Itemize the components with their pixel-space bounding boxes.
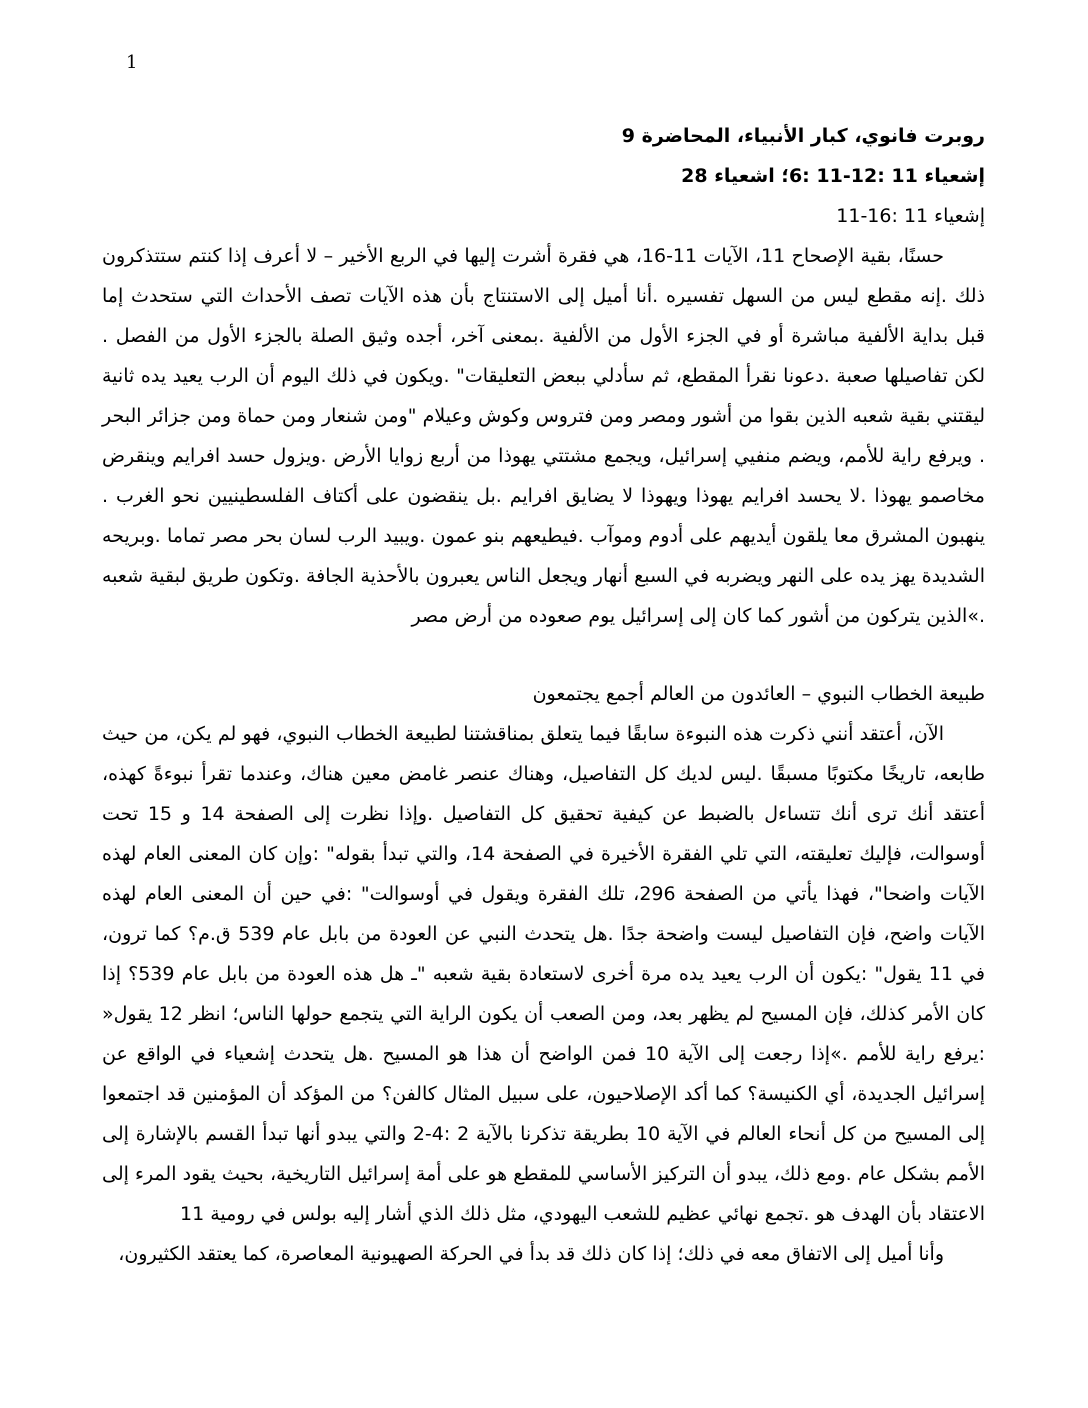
- paragraph-isaiah-passage: حسنًا، بقية الإصحاح 11، الآيات 11-16، هي فقرة أشرت إليها في الربع الأخير – لا أعرف إذا كنتم ستتذكرون ذلك .إنه مقطع ليس من السهل تفسيره .أنا أميل إلى الاستنتاج بأن هذه الآيات تصف الأحداث التي ستحدث إما قبل بداية الألفية مباشرة أو في الجزء الأول من الألفية .بمعنى آخر، أجده وثيق الصلة بالجزء الأول من الفصل . لكن تفاصيلها صعبة .دعونا نقرأ المقطع، ثم سأدلي ببعض التعليقات" .ويكون في ذلك اليوم أن الرب يعيد يده ثانية ليقتني بقية شعبه الذين بقوا من أشور ومصر ومن فتروس وكوش وعيلام "ومن شنعار ومن حماة ومن جزائر البحر . ويرفع راية للأمم، ويضم منفيي إسرائيل، ويجمع مشتتي يهوذا من أربع زوايا الأرض .ويزول حسد افرايم وينقرض مخاصمو يهوذا .لا يحسد افرايم يهوذا ويهوذا لا يضايق افرايم .بل ينقضون على أكتاف الفلسطينيين نحو الغرب . ينهبون المشرق معا يلقون أيديهم على أدوم وموآب .فيطيعهم بنو عمون .ويبيد الرب لسان بحر مصر تماما .وبريحه الشديدة يهز يده على النهر ويضربه في السبع أنهار ويجعل الناس يعبرون بالأحذية الجافة .وتكون طريق لبقية شعبه .»الذين يتركون من أشور كما كان إلى إسرائيل يوم صعوده من أرض مصر: [102, 245, 985, 627]
- paragraph-prophetic-speech: الآن، أعتقد أنني ذكرت هذه النبوءة سابقًا فيما يتعلق بمناقشتنا لطبيعة الخطاب النبوي، فهو لم يكن، من حيث طابعه، تاريخًا مكتوبًا مسبقًا .ليس لديك كل التفاصيل، وهناك عنصر غامض معين هناك، وعندما تقرأ نبوءةً كهذه، أعتقد أنك ترى أنك تتساءل بالضبط عن كيفية تحقيق كل التفاصيل .وإذا نظرت إلى الصفحة 14 و 15 تحت أوسوالت، فإليك تعليقته، التي تلي الفقرة الأخيرة في الصفحة 14، والتي تبدأ بقوله" :وإن كان المعنى العام لهذه الآيات واضحا"، فهذا يأتي من الصفحة 296، تلك الفقرة ويقول في أوسوالت" :في حين أن المعنى العام لهذه الآيات واضح، فإن التفاصيل ليست واضحة جدًا .هل يتحدث النبي عن العودة من بابل عام 539 ق.م؟ كما ترون، في 11 يقول" :يكون أن الرب يعيد يده مرة أخرى لاستعادة بقية شعبه "ـ هل هذه العودة من بابل عام 539؟ إذا كان الأمر كذلك، فإن المسيح لم يظهر بعد، ومن الصعب أن يكون الراية التي يتجمع حولها الناس؛ انظر 12 يقول« :يرفع راية للأمم .»إذا رجعت إلى الآية 10 فمن الواضح أن هذا هو المسيح .هل يتحدث إشعياء في الواقع عن إسرائيل الجديدة، أي الكنيسة؟ كما أكد الإصلاحيون، على سبيل المثال كالفن؟ من المؤكد أن المؤمنين قد اجتمعوا إلى المسيح من كل أنحاء العالم في الآية 10 بطريقة تذكرنا بالآية 2 :4-2 والتي يبدو أنها تبدأ القسم بالإشارة إلى الأمم بشكل عام .ومع ذلك، يبدو أن التركيز الأساسي للمقطع هو على أمة إسرائيل التاريخية، بحيث يقود المرء إلى الاعتقاد بأن الهدف هو .تجمع نهائي عظيم للشعب اليهودي، مثل ذلك الذي أشار إليه بولس في رومية 11: [102, 723, 986, 1225]
- paragraph-agreement: وأنا أميل إلى الاتفاق معه في ذلك؛ إذا كان ذلك قد بدأ في الحركة الصهيونية المعاصرة، كما يعتقد الكثيرون،: [118, 1243, 944, 1265]
- scripture-references: إشعياء 11 :12-11 :6؛ اشعياء 28: [681, 165, 985, 187]
- document-body: [102, 116, 985, 1274]
- section-heading: طبيعة الخطاب النبوي – العائدون من العالم أجمع يجتمعون: [532, 683, 985, 705]
- passage-reference: إشعياء 11 :16-11: [836, 205, 985, 227]
- lecture-title: روبرت فانوي، كبار الأنبياء، المحاضرة 9: [621, 125, 985, 147]
- page-number: 1: [126, 52, 138, 73]
